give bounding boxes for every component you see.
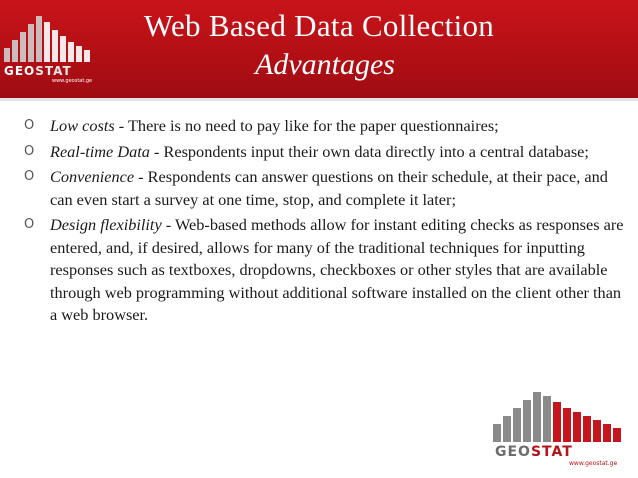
logo-word-part2: STAT: [35, 64, 72, 78]
bullet-icon: O: [24, 143, 35, 159]
logo-url: www.geostat.ge: [569, 460, 618, 467]
bullet-icon: O: [24, 217, 35, 232]
logo-bar: [613, 428, 621, 442]
logo-wordmark: [4, 64, 96, 78]
logo-bar: [44, 22, 50, 62]
list-item-convenience: [24, 166, 624, 211]
item-term: Convenience: [50, 167, 135, 186]
logo-bar: [523, 400, 531, 442]
item-term: Real-time Data: [50, 141, 150, 161]
logo-bar: [20, 32, 26, 62]
slide-title: Web Based Data Collection: [143, 8, 495, 43]
geostat-logo-bottom-right: [493, 392, 631, 472]
logo-bar: [533, 392, 541, 442]
slide-subtitle: Advantages: [255, 48, 395, 81]
logo-bars-icon: [4, 16, 96, 62]
logo-bar: [513, 408, 521, 442]
logo-bar: [4, 48, 10, 62]
item-text: Web-based methods allow for instant editing checks as responses are entered, and, if desired, allows for many of the traditional techniques for inputting responses such as textboxes, dropdowns, checkboxes or other styles that are available through web programming without additional software installed on the client other than a web browser.: [50, 215, 624, 324]
logo-bar: [553, 402, 561, 442]
list-item-design-flexibility: [24, 214, 624, 327]
logo-wordmark: [495, 444, 631, 460]
logo-bar: [84, 50, 90, 62]
logo-bar: [36, 16, 42, 62]
logo-word-part1: GEO: [4, 64, 36, 78]
list-item-low-costs: [24, 115, 624, 138]
item-term: Low costs: [50, 116, 115, 135]
logo-bar: [52, 30, 58, 62]
logo-bar: [76, 46, 82, 62]
logo-bars-icon: [493, 392, 631, 442]
item-text: Respondents can answer questions on their schedule, at their pace, and can even start a survey at one time, stop, and complete it later;: [50, 167, 608, 209]
logo-word-part2: STAT: [530, 444, 573, 460]
logo-word-part1: GEO: [495, 444, 531, 460]
geostat-logo-top-left: [4, 16, 96, 86]
logo-bar: [593, 420, 601, 442]
list-item-real-time-data: [24, 141, 624, 164]
logo-bar: [503, 416, 511, 442]
item-separator: -: [161, 215, 175, 234]
logo-bar: [583, 416, 591, 442]
logo-bar: [68, 42, 74, 62]
header-divider: [0, 98, 638, 101]
item-text: There is no need to pay like for the paper questionnaires;: [127, 116, 499, 135]
logo-url: www.geostat.ge: [52, 78, 93, 84]
bullet-icon: O: [24, 169, 35, 184]
bullet-icon: O: [24, 118, 35, 133]
item-separator: -: [114, 116, 128, 135]
logo-bar: [28, 24, 34, 62]
slide-header: [0, 0, 638, 98]
item-separator: -: [134, 167, 148, 186]
logo-bar: [603, 424, 611, 442]
bullet-list: [24, 115, 624, 330]
logo-bar: [493, 424, 501, 442]
logo-bar: [573, 412, 581, 442]
logo-bar: [12, 40, 18, 62]
item-separator: -: [149, 141, 164, 161]
logo-bar: [543, 396, 551, 442]
logo-bar: [563, 408, 571, 442]
item-term: Design flexibility: [50, 215, 162, 234]
item-text: Respondents input their own data directly into a central database;: [163, 141, 589, 161]
logo-bar: [60, 36, 66, 62]
